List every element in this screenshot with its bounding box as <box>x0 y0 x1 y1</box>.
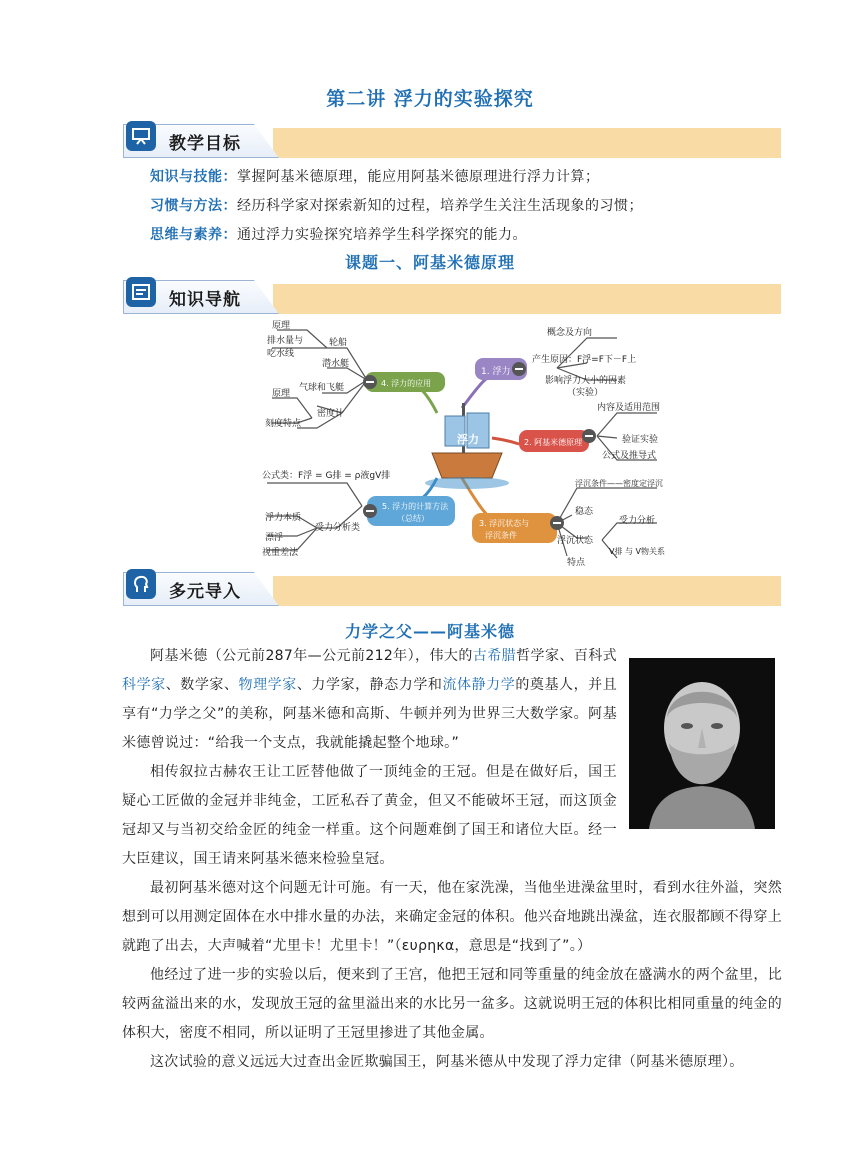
banner-label: 知识导航 <box>169 290 241 310</box>
svg-text:4. 浮力的应用: 4. 浮力的应用 <box>381 379 432 388</box>
svg-text:1. 浮力: 1. 浮力 <box>481 367 511 377</box>
link-scientist[interactable]: 科学家 <box>122 677 166 693</box>
objective-item <box>150 166 600 186</box>
svg-text:漂浮: 漂浮 <box>265 533 284 543</box>
svg-text:公式类：F浮 = G排 = ρ液gV排: 公式类：F浮 = G排 = ρ液gV排 <box>262 471 391 481</box>
link-hydrostatics[interactable]: 流体静力学 <box>442 677 516 693</box>
svg-text:轮船: 轮船 <box>329 338 348 348</box>
svg-text:潜水艇: 潜水艇 <box>322 359 350 369</box>
svg-text:受力分析类: 受力分析类 <box>315 523 361 533</box>
objective-key: 知识与技能： <box>150 169 237 185</box>
svg-text:刻度特点: 刻度特点 <box>265 419 302 429</box>
svg-text:稳态: 稳态 <box>575 507 594 517</box>
svg-text:原理: 原理 <box>272 321 291 331</box>
story-paragraph: 他经过了进一步的实验以后，便来到了王宫，他把王冠和同等重量的纯金放在盛满水的两个盆里，比较两盆溢出来的水，发现放王冠的盆里溢出来的水比另一盆多。这就说明王冠的体积比相同重量的纯金的体积大，密度不相同，所以证明了王冠里掺进了其他金属。 <box>122 967 782 1041</box>
svg-text:浮力: 浮力 <box>457 433 479 446</box>
banner-label: 教学目标 <box>169 134 241 154</box>
svg-text:影响浮力大小的因素: 影响浮力大小的因素 <box>545 376 627 386</box>
navigation-icon <box>126 277 156 307</box>
svg-text:V排 与 V物关系: V排 与 V物关系 <box>609 547 666 556</box>
section-banner-intro <box>123 572 781 606</box>
story-title: 力学之父——阿基米德 <box>344 622 515 641</box>
svg-text:视重差法: 视重差法 <box>262 548 299 558</box>
svg-text:3. 浮沉状态与: 3. 浮沉状态与 <box>479 519 530 528</box>
svg-text:验证实验: 验证实验 <box>622 435 659 445</box>
section-banner-nav <box>123 280 781 314</box>
svg-text:气球和飞艇: 气球和飞艇 <box>299 383 345 393</box>
svg-text:内容及适用范围: 内容及适用范围 <box>597 403 661 413</box>
link-ancient-greece[interactable]: 古希腊 <box>472 648 517 664</box>
svg-text:概念及方向: 概念及方向 <box>547 328 593 338</box>
svg-text:（实验）: （实验） <box>567 388 604 398</box>
svg-text:密度计: 密度计 <box>317 409 345 419</box>
svg-text:2. 阿基米德原理: 2. 阿基米德原理 <box>524 438 583 447</box>
banner-strip <box>273 576 781 606</box>
story-paragraph: 阿基米德（公元前287年—公元前212年），伟大的古希腊哲学家、百科式科学家、数学家、物理学家、力学家，静态力学和流体静力学的奠基人，并且享有“力学之父”的美称，阿基米德和高斯、牛顿并列为世界三大数学家。阿基米德曾说过：“给我一个支点，我就能撬起整个地球。” <box>122 648 618 751</box>
head-icon <box>126 569 156 599</box>
svg-text:（总结）: （总结） <box>397 514 429 523</box>
link-physicist[interactable]: 物理学家 <box>238 677 297 693</box>
svg-text:5. 浮力的计算方法: 5. 浮力的计算方法 <box>382 502 449 511</box>
svg-text:浮力本质: 浮力本质 <box>265 513 302 523</box>
objective-item <box>150 224 527 244</box>
svg-text:受力分析: 受力分析 <box>619 516 656 526</box>
page-title: 第二讲 浮力的实验探究 <box>326 88 534 110</box>
objective-text: 通过浮力实验探究培养学生科学探究的能力。 <box>237 227 527 243</box>
objective-key: 思维与素养： <box>150 227 237 243</box>
svg-text:公式及推导式: 公式及推导式 <box>602 451 657 461</box>
objective-item <box>150 195 643 215</box>
svg-text:排水量与: 排水量与 <box>267 336 304 346</box>
svg-text:特点: 特点 <box>567 558 586 568</box>
section-banner-objectives <box>123 124 781 158</box>
story-paragraph: 最初阿基米德对这个问题无计可施。有一天，他在家洗澡，当他坐进澡盆里时，看到水往外溢，突然想到可以用测定固体在水中排水量的办法，来确定金冠的体积。他兴奋地跳出澡盆，连衣服都顾不得穿上就跑了出去，大声喊着“尤里卡！尤里卡！”（ευρηκα，意思是“找到了”。） <box>122 880 782 954</box>
svg-text:吃水线: 吃水线 <box>267 349 295 359</box>
banner-strip <box>273 284 781 314</box>
topic-heading: 课题一、阿基米德原理 <box>344 253 515 272</box>
archimedes-portrait <box>629 658 775 829</box>
banner-strip <box>273 128 781 158</box>
sailing-ship-icon <box>425 403 509 489</box>
knowledge-mindmap <box>257 318 679 570</box>
svg-text:浮沉条件: 浮沉条件 <box>485 531 517 540</box>
presentation-icon <box>126 121 156 151</box>
story-paragraph: 这次试验的意义远远大过查出金匠欺骗国王，阿基米德从中发现了浮力定律（阿基米德原理）。 <box>150 1054 744 1070</box>
svg-text:产生原因：F浮=F下－F上: 产生原因：F浮=F下－F上 <box>532 355 637 365</box>
objective-text: 掌握阿基米德原理，能应用阿基米德原理进行浮力计算； <box>237 169 600 185</box>
objective-text: 经历科学家对探索新知的过程，培养学生关注生活现象的习惯； <box>237 198 643 214</box>
svg-text:浮沉状态: 浮沉状态 <box>557 536 594 546</box>
objective-key: 习惯与方法： <box>150 198 237 214</box>
story-paragraph: 相传叙拉古赫农王让工匠替他做了一顶纯金的王冠。但是在做好后，国王疑心工匠做的金冠并非纯金，工匠私吞了黄金，但又不能破坏王冠，而这顶金冠却又与当初交给金匠的纯金一样重。这个问题难倒了国王和诸位大臣。经一大臣建议，国王请来阿基米德来检验皇冠。 <box>122 764 617 867</box>
banner-label: 多元导入 <box>169 582 241 602</box>
svg-text:浮沉条件——密度定浮沉: 浮沉条件——密度定浮沉 <box>575 479 663 488</box>
svg-text:原理: 原理 <box>272 389 291 399</box>
